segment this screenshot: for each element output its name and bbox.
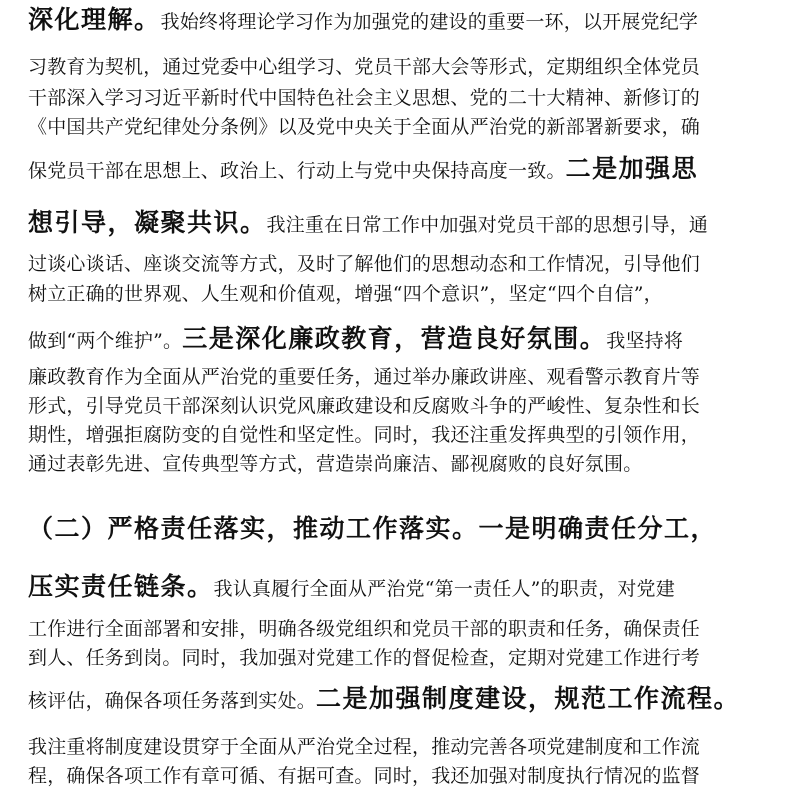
body-text: 核评估，确保各项任务落到实处。: [28, 690, 317, 712]
body-text: 期性，增强拒腐防变的自觉性和坚定性。同时，我还注重发挥典型的引领作用，: [28, 424, 701, 446]
text-line: [28, 113, 774, 141]
body-text: 通过表彰先进、宣传典型等方式，营造崇尚廉洁、鄙视腐败的良好氛围。: [28, 453, 643, 475]
body-text: 我认真履行全面从严治党“第一责任人”的职责，对党建: [213, 578, 675, 600]
text-line: [28, 205, 774, 243]
text-line: [28, 280, 774, 308]
text-line: [28, 615, 774, 643]
text-line: [28, 6, 774, 36]
text-line: [28, 644, 774, 672]
bold-heading-text: 压实责任链条。: [28, 572, 214, 601]
text-line: [28, 53, 774, 81]
text-line: [28, 392, 774, 420]
body-text: 保党员干部在思想上、政治上、行动上与党中央保持高度一致。: [28, 160, 566, 182]
text-line: [28, 733, 774, 761]
body-text: 做到“两个维护”。: [28, 330, 183, 352]
text-line: [28, 84, 774, 112]
body-text: 我注重将制度建设贯穿于全面从严治党全过程，推动完善各项党建制度和工作流: [28, 736, 701, 758]
text-line: [28, 450, 774, 478]
body-text: 干部深入学习习近平新时代中国特色社会主义思想、党的二十大精神、新修订的: [28, 87, 701, 109]
body-text: 到人、任务到岗。同时，我加强对党建工作的督促检查，定期对党建工作进行考: [28, 647, 701, 669]
text-line: [28, 568, 774, 608]
text-line: [28, 363, 774, 391]
text-line: [28, 421, 774, 449]
body-text: 形式，引导党员干部深刻认识党风廉政建设和反腐败斗争的严峻性、复杂性和长: [28, 395, 701, 417]
bold-heading-text: 深化理解。: [28, 6, 161, 34]
body-text: 《中国共产党纪律处分条例》以及党中央关于全面从严治党的新部署新要求，确: [28, 116, 701, 138]
body-text: 我始终将理论学习作为加强党的建设的重要一环，以开展党纪学: [160, 11, 699, 33]
bold-heading-text: 二是加强思: [565, 154, 699, 183]
text-line: [28, 682, 774, 718]
text-line: [28, 510, 774, 550]
text-line: [28, 762, 774, 790]
text-line: [28, 250, 774, 278]
bold-heading-text: 二是加强制度建设，规范工作流程。: [316, 684, 741, 713]
body-text: 程，确保各项工作有章可循、有据可查。同时，我还加强对制度执行情况的监督: [28, 765, 701, 787]
bold-heading-text: 三是深化廉政教育，营造良好氛围。: [182, 324, 607, 353]
body-text: 我坚持将: [606, 330, 684, 352]
body-text: 我注重在日常工作中加强对党员干部的思想引导，通: [266, 214, 709, 236]
body-text: 过谈心谈话、座谈交流等方式，及时了解他们的思想动态和工作情况，引导他们: [28, 253, 701, 275]
bold-heading-text: （二）严格责任落实，推动工作落实。一是明确责任分工，: [28, 514, 718, 543]
text-line: [28, 152, 774, 188]
body-text: 习教育为契机，通过党委中心组学习、党员干部大会等形式，定期组织全体党员: [28, 56, 701, 78]
body-text: 廉政教育作为全面从严治党的重要任务，通过举办廉政讲座、观看警示教育片等: [28, 366, 701, 388]
body-text: 树立正确的世界观、人生观和价值观，增强“四个意识”，坚定“四个自信”，: [28, 283, 663, 305]
bold-heading-text: 想引导，凝聚共识。: [28, 208, 267, 237]
body-text: 工作进行全面部署和安排，明确各级党组织和党员干部的职责和任务，确保责任: [28, 618, 701, 640]
text-line: [28, 322, 774, 358]
